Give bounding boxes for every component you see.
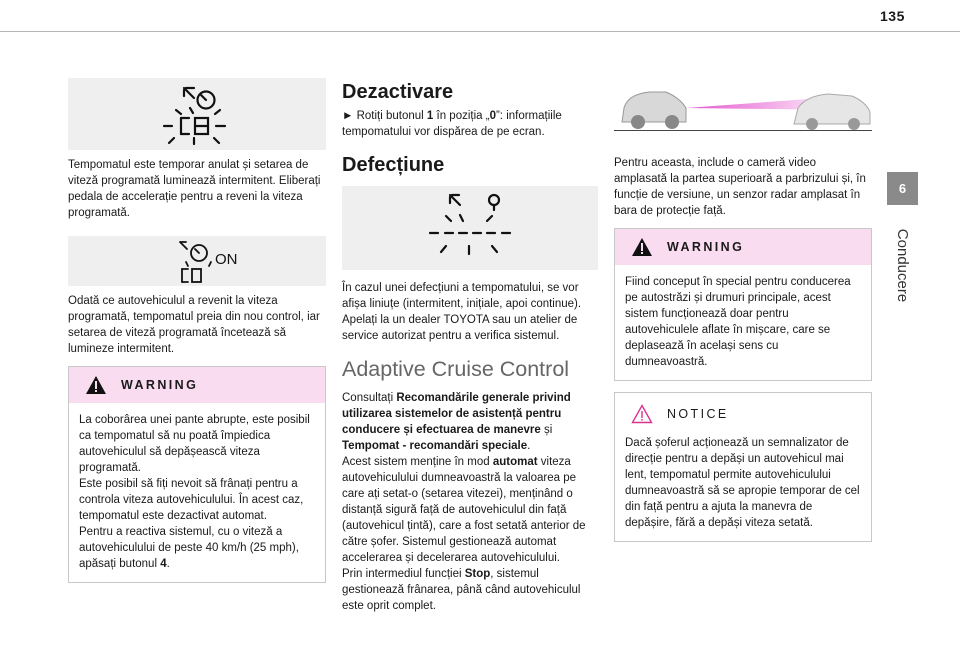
top-rule (0, 31, 960, 32)
warning-text-2: Fiind conceput în special pentru conducerea pe autostrăzi și drumuri principale, acest sistem funcționează doar pentru autovehiculele aflate în mișcare, care se deplasează în același sens cu dumneavoastră. (625, 276, 851, 368)
heading-dezactivare: Dezactivare (342, 81, 454, 103)
warning-line-3: Pentru a reactiva sistemul, cu o viteză a autovehiculului de peste 40 km/h (25 mph), apăsați butonul 4. (79, 526, 299, 570)
heading-adaptive-cruise: Adaptive Cruise Control (342, 357, 570, 381)
cancel-paragraph: Tempomatul este temporar anulat și setarea de viteză programată luminează intermitent. Eliberați pedala de accelerație pentru a reveni la viteza programată. (68, 159, 321, 219)
notice-title: NOTICE (667, 407, 729, 421)
notice-header (615, 393, 871, 429)
column-middle (342, 80, 600, 614)
chapter-tab: 6 (887, 172, 918, 205)
camera-paragraph: Pentru aceasta, include o cameră video amplasată la partea superioară a parbrizului și, în funcție de versiune, un senzor radar amplasat în bara de protecție față. (614, 157, 866, 217)
warning-line-1: La coborârea unei pante abrupte, este posibil ca tempomatul să nu poată împiedica autovehiculul să depășească viteza programată. (79, 414, 310, 474)
warning-title-2: WARNING (667, 240, 745, 254)
cruise-display-blinking (68, 78, 326, 150)
defectiune-paragraph: În cazul unei defecțiuni a tempomatului, se vor afișa liniuțe (intermitent, inițiale, apoi continue). Apelați la un dealer TOYOTA sau un atelier de service autorizat pentru a verifica sistemul. (342, 282, 582, 342)
speedometer-fault-icon (342, 186, 598, 270)
warning-header (69, 367, 325, 403)
speedometer-blink-icon (68, 78, 326, 150)
acc-stop-paragraph: Prin intermediul funcției Stop, sistemul gestionează frânarea, până când autovehiculul este oprit complet. (342, 568, 581, 612)
page-number: 135 (880, 8, 905, 24)
warning-title: WARNING (121, 378, 199, 392)
chapter-label: Conducere (894, 228, 912, 302)
dezactivare-paragraph: ► Rotiți butonul 1 în poziția „0”: informațiile tempomatului vor dispărea de pe ecran. (342, 110, 562, 138)
notice-box-overtake (614, 392, 872, 542)
warning-header-2 (615, 229, 871, 265)
warning-triangle-icon (631, 237, 653, 257)
illustration-baseline (614, 130, 872, 131)
acc-recommendations-paragraph: Consultați Recomandările generale privind utilizarea sistemelor de asistență pentru conducere și efectuarea de manevre și Tempomat - recomandări speciale. (342, 392, 571, 452)
notice-text: Dacă șoferul acționează un semnalizator de direcție pentru a depăși un autovehicul mai lent, tempomatul permite autovehiculului dumneavoastră să se apropie temporar de cel din față pentru a ajuta la manevra de depășire, fără a depăși viteza setată. (625, 437, 860, 529)
warning-box-slope (68, 366, 326, 583)
cruise-display-on (68, 236, 326, 286)
on-label: ON (215, 251, 238, 268)
warning-box-highway (614, 228, 872, 381)
fault-display (342, 186, 598, 270)
column-left (68, 78, 326, 583)
heading-defectiune: Defecțiune (342, 154, 445, 176)
warning-triangle-icon (85, 375, 107, 395)
car-radar-icon (614, 78, 872, 134)
acc-description-paragraph: Acest sistem menține în mod automat viteza autovehiculului dumneavoastră la valoarea pe care ați setat-o (setarea vitezei), menținând o distanță sigură față de autovehiculul din față (autovehicul țintă), care a fost setată anterior de către șofer. Sistemul gestionează automat accelerarea și decelerarea autovehiculului. (342, 456, 586, 564)
car-radar-illustration (614, 78, 872, 134)
resume-paragraph: Odată ce autovehiculul a revenit la viteza programată, tempomatul preia din nou control, iar setarea de viteză programată încetează să lumineze intermitent. (68, 295, 320, 355)
speedometer-on-icon (68, 236, 326, 286)
column-right (614, 78, 872, 542)
notice-triangle-icon (631, 404, 653, 424)
warning-line-2: Este posibil să fiți nevoit să frânați pentru a controla viteza autovehiculului. În acest caz, tempomatul este dezactivat automat. (79, 478, 304, 522)
